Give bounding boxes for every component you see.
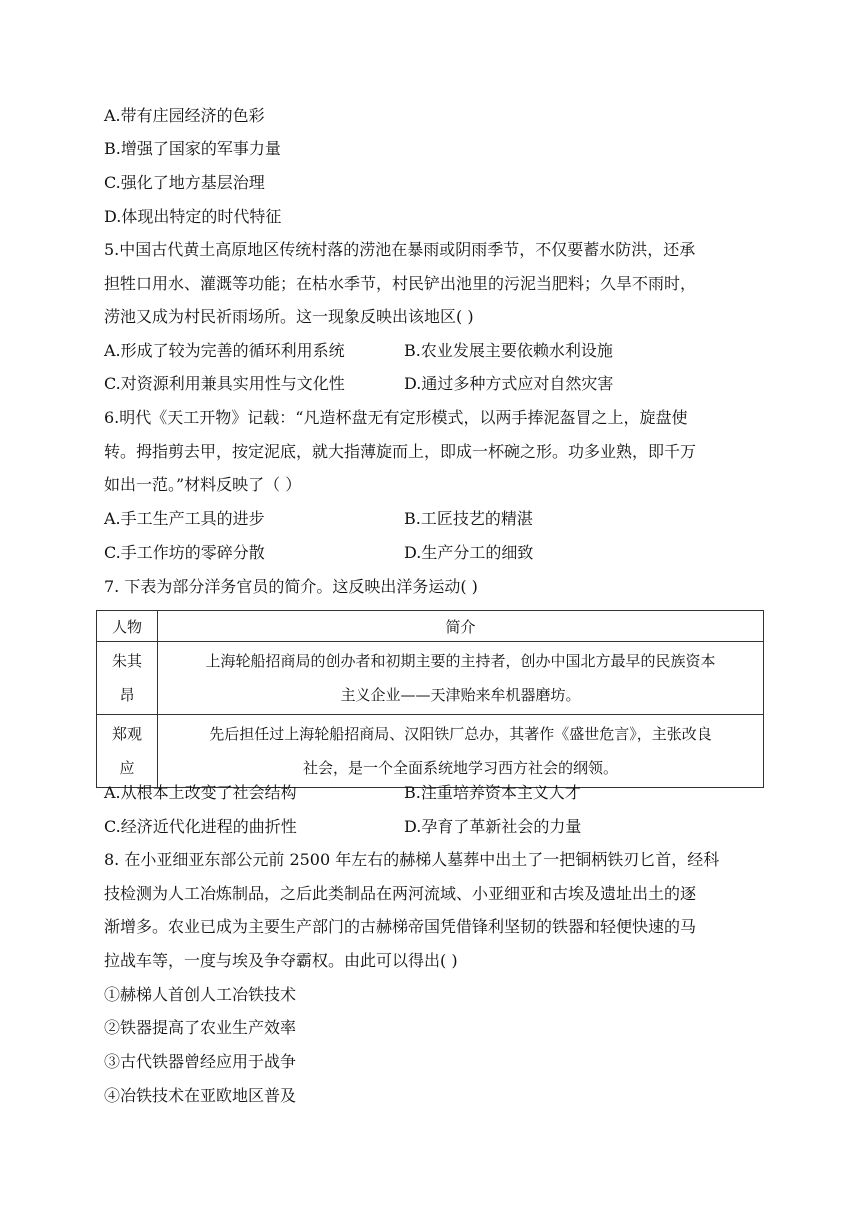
q8-stem-line-1: 8. 在小亚细亚东部公元前 2500 年左右的赫梯人墓葬中出土了一把铜柄铁刃匕首，经科 — [104, 850, 720, 869]
q8-statement-2: ②铁器提高了农业生产效率 — [104, 1018, 297, 1037]
q8-stem-line-3: 渐增多。农业已成为主要生产部门的古赫梯帝国凭借锋利坚韧的铁器和轻便快速的马 — [104, 917, 697, 936]
q6-option-d: D.生产分工的细致 — [404, 543, 534, 562]
header-person: 人物 — [97, 611, 158, 642]
q5-stem-line-2: 担牲口用水、灌溉等功能；在枯水季节，村民铲出池里的污泥当肥料；久旱不雨时， — [104, 274, 697, 293]
q5-option-d: D.通过多种方式应对自然灾害 — [404, 374, 614, 393]
person-name-line-1: 郑观 — [111, 725, 142, 743]
q5-stem-line-1: 5.中国古代黄土高原地区传统村落的涝池在暴雨或阴雨季节，不仅要蓄水防洪，还承 — [104, 240, 696, 259]
person-name — [97, 715, 158, 788]
table-header-row — [97, 611, 764, 642]
q4-option-d: D.体现出特定的时代特征 — [104, 207, 282, 226]
person-intro — [158, 642, 764, 715]
q7-stem: 7. 下表为部分洋务官员的简介。这反映出洋务运动( ) — [104, 577, 478, 596]
q7-option-c: C.经济近代化进程的曲折性 — [104, 817, 297, 836]
q8-statement-4: ④冶铁技术在亚欧地区普及 — [104, 1086, 297, 1105]
header-intro: 简介 — [158, 611, 764, 642]
person-intro-line-1: 上海轮船招商局的创办者和初期主要的主持者，创办中国北方最早的民族资本 — [205, 652, 716, 670]
q7-option-a: A.从根本上改变了社会结构 — [104, 783, 297, 802]
person-intro-line-1: 先后担任过上海轮船招商局、汉阳铁厂总办，其著作《盛世危言》，主张改良 — [209, 725, 712, 743]
q4-option-a: A.带有庄园经济的色彩 — [104, 106, 265, 125]
person-name — [97, 642, 158, 715]
person-name-line-2: 昂 — [119, 686, 135, 704]
q6-option-a: A.手工生产工具的进步 — [104, 509, 265, 528]
q6-stem-line-3: 如出一范。”材料反映了（ ） — [104, 475, 302, 494]
person-intro — [158, 715, 764, 788]
q8-stem-line-4: 拉战车等，一度与埃及争夺霸权。由此可以得出( ) — [104, 951, 458, 970]
q4-option-b: B.增强了国家的军事力量 — [104, 139, 281, 158]
person-intro-line-2: 主义企业——天津贻来牟机器磨坊。 — [340, 686, 581, 704]
q5-option-a: A.形成了较为完善的循环利用系统 — [104, 341, 345, 360]
table-row — [97, 642, 764, 715]
q6-stem-line-2: 转。拇指剪去甲，按定泥底，就大指薄旋而上，即成一杯碗之形。功多业熟，即千万 — [104, 442, 697, 461]
officials-table — [96, 610, 764, 788]
q6-option-c: C.手工作坊的零碎分散 — [104, 543, 265, 562]
table-row — [97, 715, 764, 788]
person-name-line-2: 应 — [119, 759, 135, 777]
person-intro-line-2: 社会，是一个全面系统地学习西方社会的纲领。 — [302, 759, 618, 777]
q7-option-d: D.孕育了革新社会的力量 — [404, 817, 582, 836]
q8-stem-line-2: 技检测为人工冶炼制品，之后此类制品在两河流域、小亚细亚和古埃及遗址出土的逐 — [104, 884, 697, 903]
q7-option-b: B.注重培养资本主义人才 — [404, 783, 581, 802]
q5-option-b: B.农业发展主要依赖水利设施 — [404, 341, 613, 360]
q5-option-c: C.对资源利用兼具实用性与文化性 — [104, 374, 345, 393]
person-name-line-1: 朱其 — [111, 652, 142, 670]
q6-stem-line-1: 6.明代《天工开物》记载：“凡造杯盘无有定形模式，以两手捧泥盔冒之上，旋盘使 — [104, 408, 688, 427]
q8-statement-1: ①赫梯人首创人工冶铁技术 — [104, 985, 297, 1004]
q8-statement-3: ③古代铁器曾经应用于战争 — [104, 1052, 297, 1071]
q6-option-b: B.工匠技艺的精湛 — [404, 509, 533, 528]
q4-option-c: C.强化了地方基层治理 — [104, 173, 265, 192]
q5-stem-line-3: 涝池又成为村民祈雨场所。这一现象反映出该地区( ) — [104, 307, 474, 326]
